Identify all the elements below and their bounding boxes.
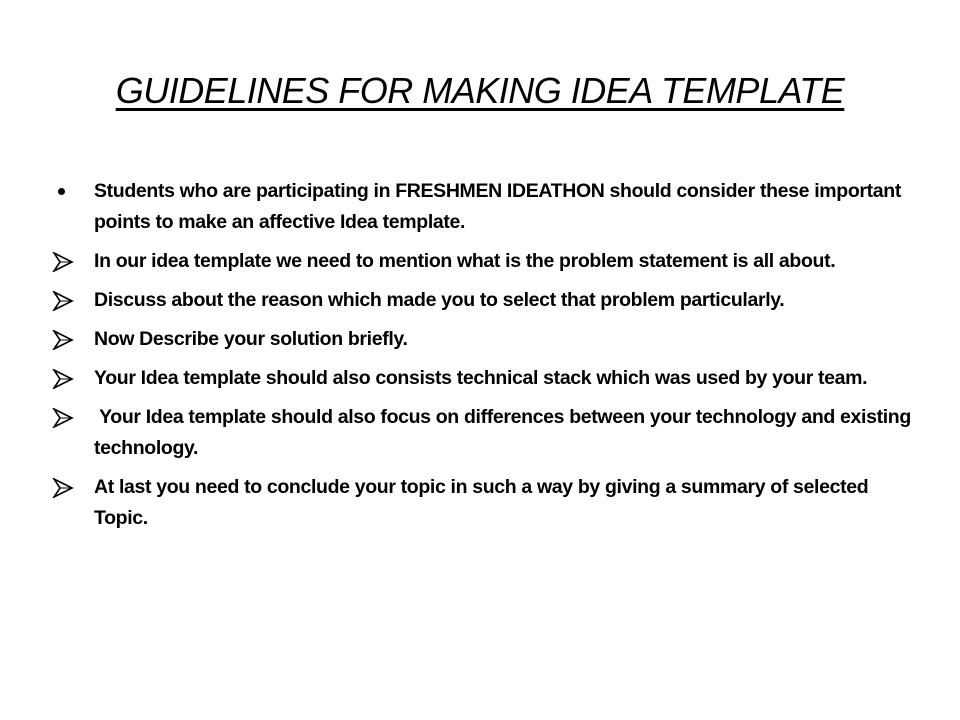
bullet-item: [52, 246, 912, 277]
bullet-text: Now Describe your solution briefly.: [94, 328, 408, 350]
bullet-item: [52, 324, 912, 355]
bullet-text: Your Idea template should also consists technical stack which was used by your team.: [94, 367, 868, 389]
arrow-icon: [52, 324, 82, 355]
bullet-item: [52, 472, 912, 534]
bullet-list: [52, 176, 916, 542]
arrow-icon: [52, 363, 82, 394]
bullet-text: Your Idea template should also focus on differences between your technology and existing technology.: [94, 406, 916, 459]
bullet-text: In our idea template we need to mention what is the problem statement is all about.: [94, 250, 836, 272]
bullet-item: [52, 402, 916, 464]
arrow-icon: [52, 402, 82, 433]
arrow-icon: [52, 285, 82, 316]
slide-title: GUIDELINES FOR MAKING IDEA TEMPLATE: [115, 70, 845, 111]
bullet-item: [52, 363, 912, 394]
bullet-text: Students who are participating in FRESHMEN IDEATHON should consider these important points to make an affective Idea template.: [94, 180, 901, 233]
bullet-text: At last you need to conclude your topic in such a way by giving a summary of selected Topic.: [94, 476, 869, 529]
dot-icon: [52, 176, 82, 207]
bullet-item: [52, 176, 912, 238]
arrow-icon: [52, 246, 82, 277]
arrow-icon: [52, 472, 82, 503]
bullet-text: Discuss about the reason which made you to select that problem particularly.: [94, 289, 785, 311]
bullet-item: [52, 285, 912, 316]
